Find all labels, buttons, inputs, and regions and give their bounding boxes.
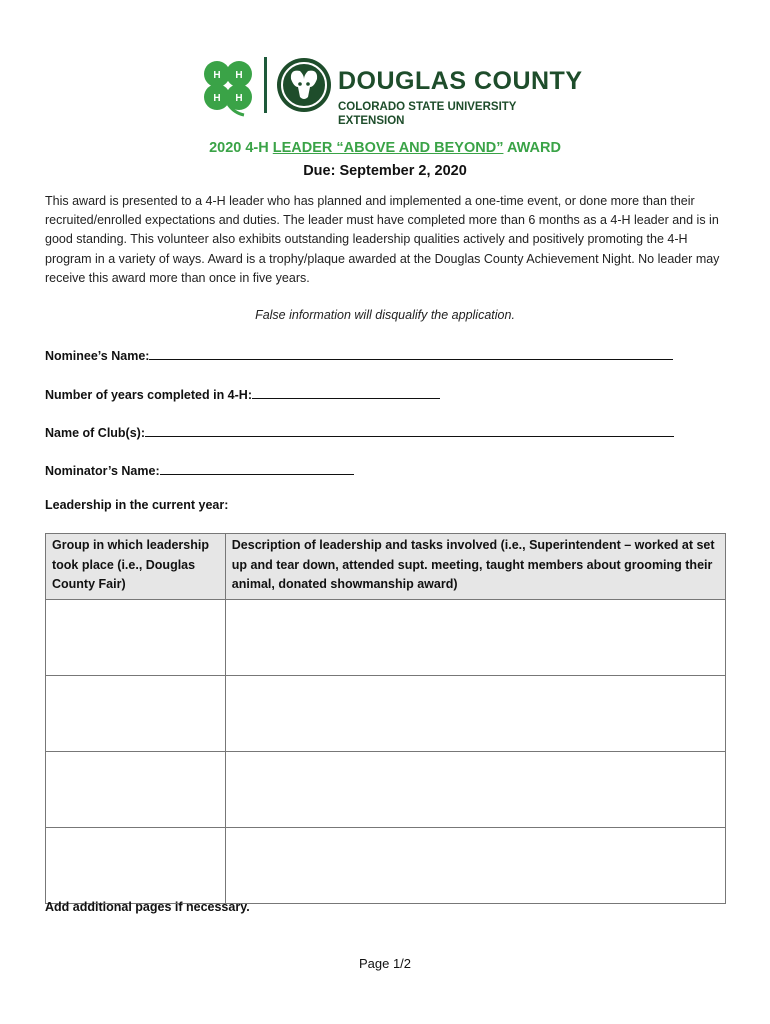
- leadership-heading: Leadership in the current year:: [45, 498, 229, 512]
- years-label: Number of years completed in 4-H:: [45, 388, 252, 402]
- group-cell[interactable]: [46, 675, 226, 751]
- table-row: [46, 827, 726, 903]
- org-subtitle: [338, 100, 516, 128]
- table-row: [46, 599, 726, 675]
- nominee-field: [45, 345, 673, 363]
- club-input-line[interactable]: [145, 422, 674, 437]
- title-suffix: AWARD: [503, 140, 561, 156]
- description-cell[interactable]: [225, 827, 725, 903]
- title-prefix: 2020 4-H: [209, 140, 273, 156]
- clover-letter: H: [213, 70, 221, 81]
- header-logo: [200, 55, 583, 130]
- nominee-label: Nominee’s Name:: [45, 349, 150, 363]
- additional-pages-note: Add additional pages if necessary.: [45, 900, 250, 914]
- table-header-row: [46, 534, 726, 600]
- years-field: [45, 384, 440, 402]
- leadership-table: [45, 533, 726, 904]
- club-label: Name of Club(s):: [45, 426, 145, 440]
- nominator-label: Nominator’s Name:: [45, 464, 160, 478]
- intro-paragraph: This award is presented to a 4-H leader who has planned and implemented a one-time event, or done more than their recruited/enrolled expectations and duties. The leader must have completed more than 6 months as a 4-H leader and is in good standing. This volunteer also exhibits outstanding leadership qualities actively and positively promoting the 4-H program in a variety of ways. Award is a trophy/plaque awarded at the Douglas County Achievement Night. No leader may receive this award more than once in five years.: [45, 194, 720, 285]
- disqualify-warning: False information will disqualify the application.: [255, 308, 515, 322]
- nominator-input-line[interactable]: [160, 460, 354, 475]
- clover-letter: H: [235, 70, 243, 81]
- club-field: [45, 422, 674, 440]
- group-cell[interactable]: [46, 599, 226, 675]
- due-date: Due: September 2, 2020: [303, 163, 467, 179]
- page-number: Page 1/2: [358, 956, 412, 971]
- 4h-clover-icon: [200, 57, 256, 117]
- clover-letter: H: [213, 93, 221, 104]
- logo-divider: [264, 57, 267, 113]
- org-sub-line-1: COLORADO STATE UNIVERSITY: [338, 101, 517, 113]
- description-cell[interactable]: [225, 675, 725, 751]
- nominator-field: [45, 460, 354, 478]
- group-cell[interactable]: [46, 827, 226, 903]
- description-cell[interactable]: [225, 751, 725, 827]
- csu-ram-icon: [276, 57, 332, 113]
- group-cell[interactable]: [46, 751, 226, 827]
- table-row: [46, 751, 726, 827]
- table-row: [46, 675, 726, 751]
- description-column-header: Description of leadership and tasks involved (i.e., Superintendent – worked at set up and tear down, attended supt. meeting, taught members about grooming their animal, donated showmanship award): [225, 534, 725, 600]
- description-cell[interactable]: [225, 599, 725, 675]
- org-sub-line-2: EXTENSION: [338, 115, 405, 127]
- page-title: [0, 140, 770, 156]
- title-underlined: LEADER “ABOVE AND BEYOND”: [272, 140, 504, 156]
- group-column-header: Group in which leadership took place (i.e., Douglas County Fair): [46, 534, 226, 600]
- org-name: DOUGLAS COUNTY: [338, 67, 583, 95]
- years-input-line[interactable]: [252, 384, 440, 399]
- clover-letter: H: [235, 93, 243, 104]
- nominee-input-line[interactable]: [149, 345, 673, 360]
